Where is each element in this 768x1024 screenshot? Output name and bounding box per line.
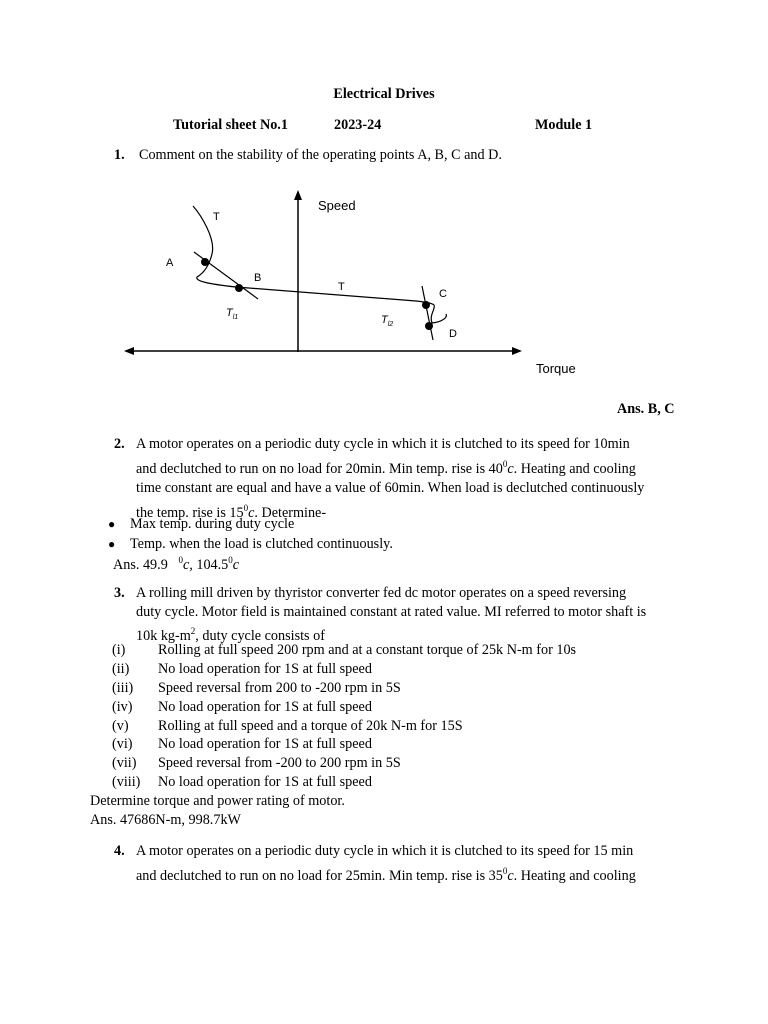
q1-answer: Ans. B, C <box>617 401 675 417</box>
curve-t-label-upper: T <box>213 211 220 223</box>
q3-paragraph <box>114 584 678 646</box>
q2-line-3: time constant are equal and have a value of 60min. When load is declutched continuously <box>136 480 645 496</box>
q4-line-2: and declutched to run on no load for 25min. Min temp. rise is $35^0c$. Heating and cooling <box>136 865 636 884</box>
q2-line-4: the temp. rise is $15^0c$. Determine- <box>136 502 327 521</box>
q3-item: (ii) No load operation for 1S at full speed <box>112 661 372 677</box>
q4-line-1: A motor operates on a periodic duty cycle in which it is clutched to its speed for 15 min <box>136 843 634 859</box>
q1-text: Comment on the stability of the operating points A, B, C and D. <box>139 147 502 163</box>
document-title: Electrical Drives <box>333 86 435 102</box>
point-a-label: A <box>166 257 174 269</box>
module-label: Module 1 <box>535 117 593 133</box>
speed-torque-diagram <box>96 178 596 383</box>
q3-determine: Determine torque and power rating of motor. <box>90 793 345 809</box>
point-c-label: C <box>439 288 447 300</box>
q2-paragraph <box>114 435 678 523</box>
speed-axis-label: Speed <box>318 198 356 213</box>
q2-bullet-1: ● Max temp. during duty cycle <box>108 516 295 532</box>
point-a-marker <box>201 258 209 266</box>
point-c-marker <box>422 301 430 309</box>
q3-line-2: duty cycle. Motor field is maintained constant at rated value. MI referred to motor shaft is <box>136 604 647 620</box>
point-b-marker <box>235 284 243 292</box>
q2-bullet-2: ● Temp. when the load is clutched continuously. <box>108 536 393 552</box>
sheet-label: Tutorial sheet No.1 <box>173 117 288 133</box>
q2-number: 2. <box>114 436 125 452</box>
q3-line-1: A rolling mill driven by thyristor converter fed dc motor operates on a speed reversing <box>136 585 627 601</box>
load-label-1: $T_{l1}$ <box>226 307 239 321</box>
year-label: 2023-24 <box>334 117 382 133</box>
point-d-label: D <box>449 328 457 340</box>
curve-t-label-mid: T <box>338 281 345 293</box>
q3-item: (iii) Speed reversal from 200 to -200 rpm in 5S <box>112 680 401 696</box>
q3-answer: Ans. 47686N-m, 998.7kW <box>90 812 241 828</box>
q2-line-2: and declutched to run on no load for 20min. Min temp. rise is $40^0c$. Heating and cooling <box>136 458 636 477</box>
q3-item: (vii) Speed reversal from -200 to 200 rpm in 5S <box>112 755 401 771</box>
q3-item: (iv) No load operation for 1S at full speed <box>112 699 372 715</box>
q3-item: (i) Rolling at full speed 200 rpm and at a constant torque of 25k N-m for 10s <box>112 642 577 658</box>
point-b-label: B <box>254 272 262 284</box>
point-d-marker <box>425 322 433 330</box>
q4-paragraph <box>114 842 678 886</box>
q3-line-3: 10k $kg-m^2$, duty cycle consists of <box>136 626 325 644</box>
torque-axis-label: Torque <box>536 361 576 376</box>
q3-number: 3. <box>114 585 125 601</box>
q3-item: (v) Rolling at full speed and a torque of 20k N-m for 15S <box>112 718 463 734</box>
q4-number: 4. <box>114 843 125 859</box>
q3-item: (vi) No load operation for 1S at full speed <box>112 736 372 752</box>
q2-line-1: A motor operates on a periodic duty cycle in which it is clutched to its speed for 10min <box>136 436 630 452</box>
q3-item: (viii) No load operation for 1S at full speed <box>112 774 372 790</box>
q2-answer: Ans. 49.9 $^0$c, 104.5$^0$c <box>113 555 240 573</box>
load-label-2: $T_{l2}$ <box>381 314 394 328</box>
q1-number: 1. <box>114 147 125 163</box>
